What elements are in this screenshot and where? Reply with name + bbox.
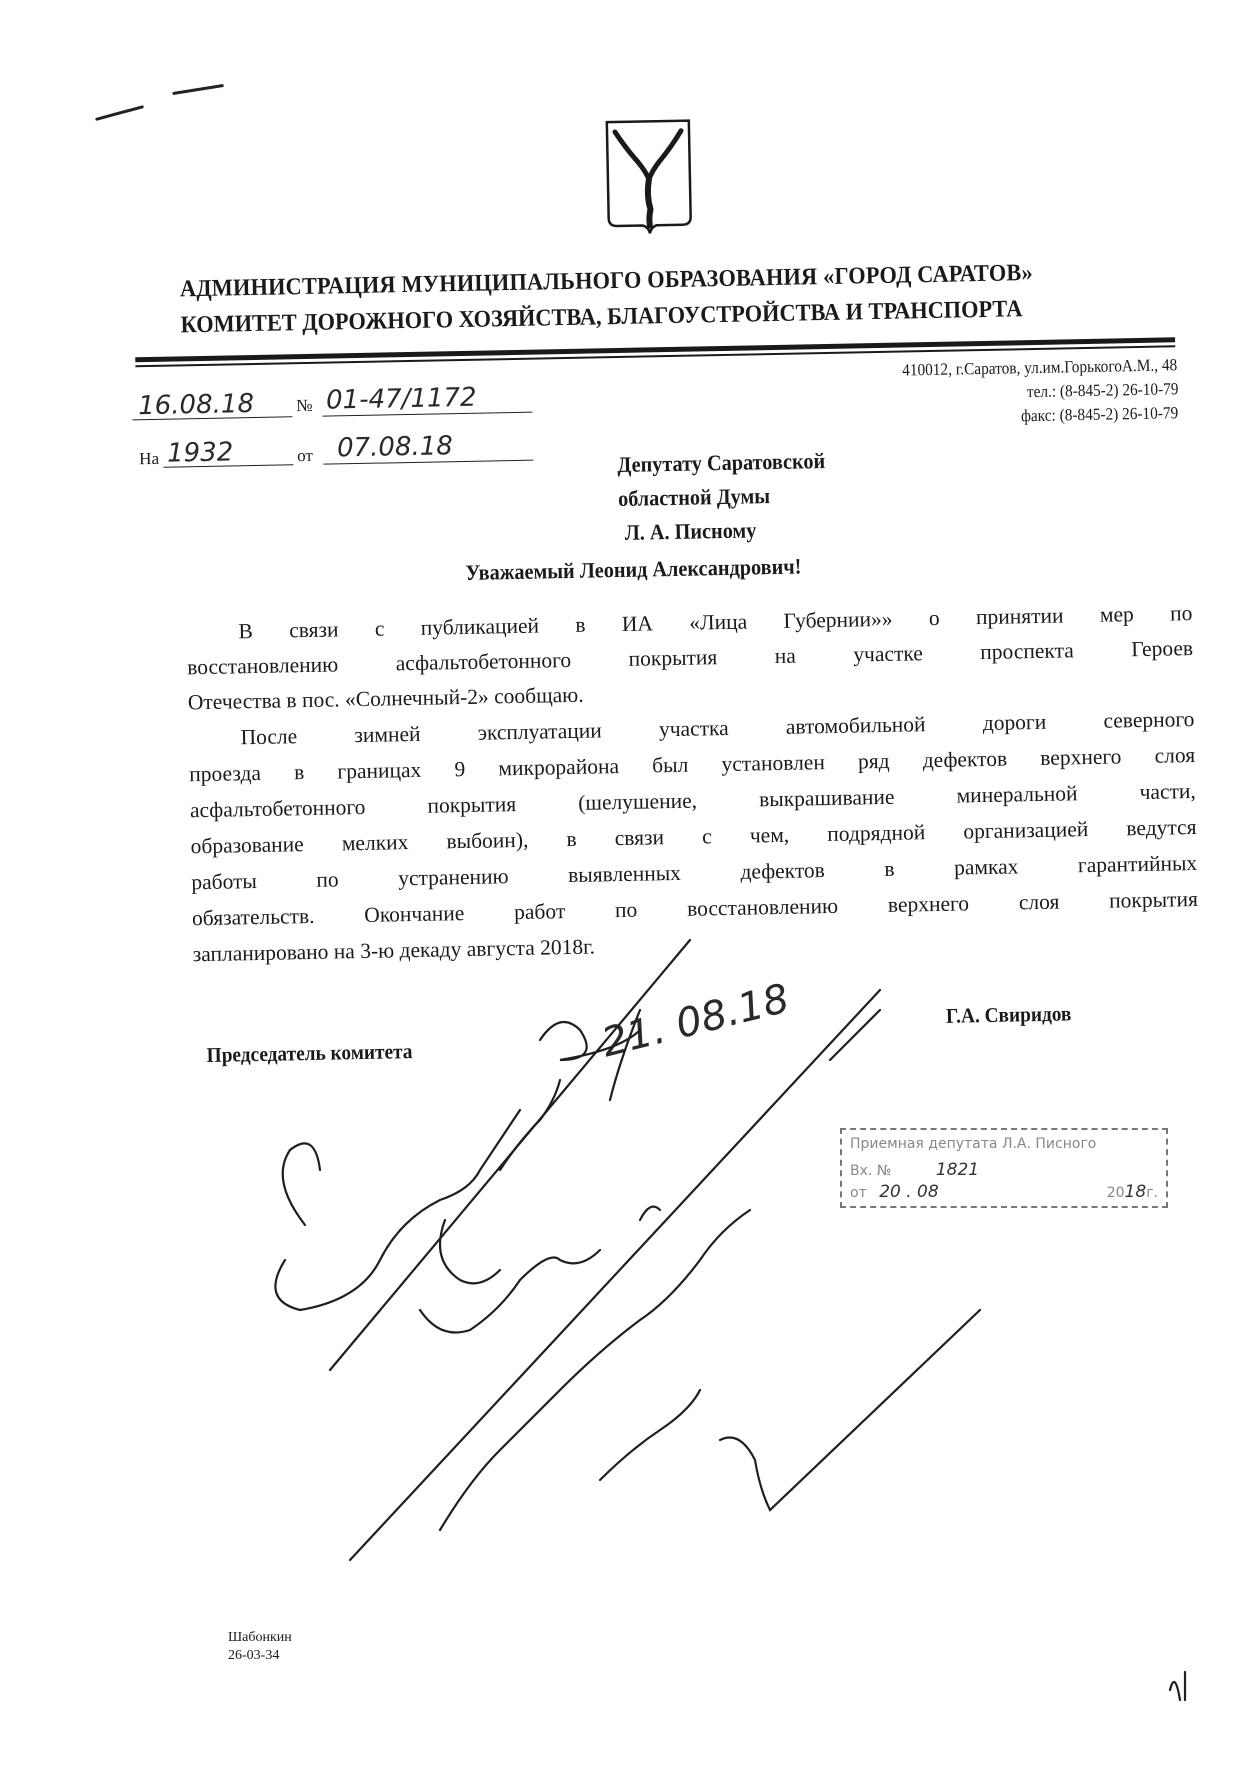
- body-line: обязательств. Окончание работ по восстановлению верхнего слоя покрытия: [191, 886, 1199, 931]
- stamp-title: Приемная депутата Л.А. Писного: [850, 1136, 1097, 1152]
- from-label: от: [296, 445, 314, 466]
- coat-of-arms-emblem: [603, 117, 695, 241]
- outgoing-date: 16.08.18: [137, 388, 255, 422]
- signatory-name: Г.А. Свиридов: [945, 1001, 1072, 1028]
- organization-name: АДМИНИСТРАЦИЯ МУНИЦИПАЛЬНОГО ОБРАЗОВАНИЯ «ГОРОД САРАТОВ»: [179, 260, 1034, 303]
- body-line: проезда в границах 9 микрорайона был установлен ряд дефектов верхнего слоя: [189, 742, 1196, 787]
- number-label: №: [296, 395, 313, 416]
- executor-name: Шабонкин: [228, 1630, 292, 1645]
- stamp-date-label: от: [850, 1185, 867, 1201]
- committee-name: КОМИТЕТ ДОРОЖНОГО ХОЗЯЙСТВА, БЛАГОУСТРОЙСТВА И ТРАНСПОРТА: [180, 296, 1023, 339]
- fax: факс: (8-845-2) 26-10-79: [1021, 403, 1179, 426]
- stamp-in-number: 1821: [935, 1160, 980, 1180]
- executor-phone: 26-03-34: [228, 1648, 280, 1663]
- body-line: После зимней эксплуатации участка автомобильной дороги северного: [240, 706, 1195, 750]
- recipient-line-1: Депутату Саратовской: [617, 448, 826, 478]
- body-line: Отечества в пос. «Солнечный-2» сообщаю.: [187, 682, 584, 715]
- reply-to-date: 07.08.18: [336, 431, 454, 464]
- body-line: асфальтобетонного покрытия (шелушение, выкрашивание минеральной части,: [189, 778, 1197, 823]
- body-line: восстановлению асфальтобетонного покрытия на участке проспекта Героев: [186, 636, 1194, 680]
- body-line: образование мелких выбоин), в связи с чем, подрядной организацией ведутся: [190, 814, 1197, 859]
- salutation: Уважаемый Леонид Александрович!: [465, 553, 802, 585]
- stamp-year-suffix: 18: [1124, 1182, 1147, 1202]
- recipient-line-2: областной Думы: [617, 483, 771, 512]
- reply-to-label: На: [139, 448, 160, 469]
- recipient-name: Л. А. Писному: [624, 517, 757, 545]
- receipt-stamp: [840, 1128, 1168, 1208]
- scan-mark: [172, 84, 224, 95]
- stamp-date-value: 20 . 08: [879, 1182, 939, 1202]
- body-line: запланировано на 3-ю декаду августа 2018г.: [192, 934, 596, 967]
- stamp-in-label: Вх. №: [850, 1163, 892, 1179]
- reply-to-number: 1932: [166, 437, 234, 469]
- handwritten-date: 21. 08.18: [597, 975, 794, 1067]
- outgoing-number: 01-47/1172: [325, 382, 477, 416]
- scan-mark: [95, 105, 144, 121]
- address: 410012, г.Саратов, ул.им.ГорькогоА.М., 48: [902, 355, 1178, 380]
- signatory-title: Председатель комитета: [206, 1039, 413, 1068]
- stamp-year-prefix: 20: [1106, 1185, 1125, 1201]
- body-line: В связи с публикацией в ИА «Лица Губернии»» о принятии мер по: [238, 601, 1193, 644]
- phone: тел.: (8-845-2) 26-10-79: [1026, 379, 1179, 402]
- stamp-year-end: г.: [1146, 1185, 1158, 1201]
- body-line: работы по устранению выявленных дефектов в рамках гарантийных: [191, 850, 1198, 895]
